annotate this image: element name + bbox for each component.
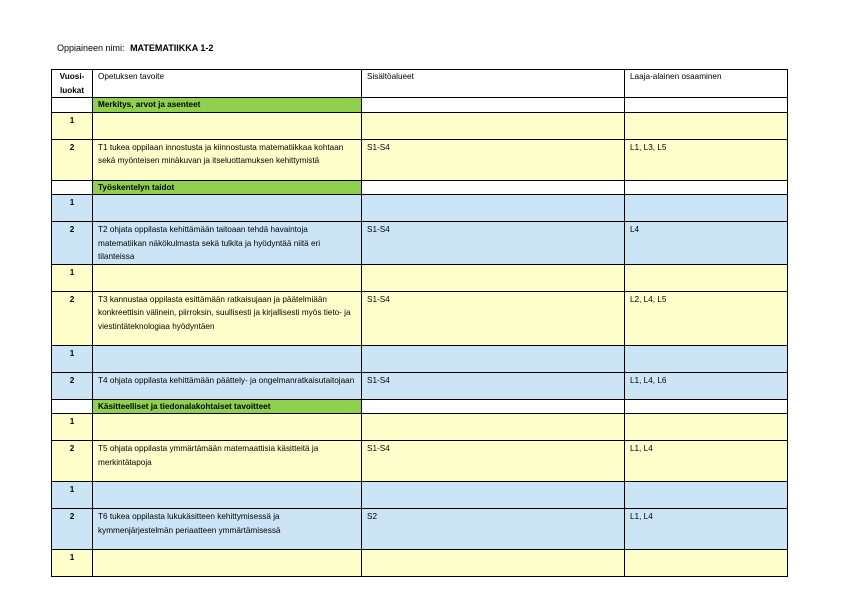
subject-label: Oppiaineen nimi: — [57, 43, 125, 53]
header-grade-line1: Vuosi- — [59, 72, 85, 81]
content-cell — [362, 482, 625, 509]
section-row — [52, 98, 788, 113]
subject-name: MATEMATIIKKA 1-2 — [130, 43, 214, 53]
goal-cell: T4 ohjata oppilasta kehittämään päättely- ja ongelmanratkaisutaitojaan — [93, 372, 362, 399]
competence-cell: L1, L4 — [625, 441, 788, 482]
table-row — [52, 441, 788, 482]
header-grade — [52, 70, 93, 98]
table-row — [52, 139, 788, 180]
grade-cell: 2 — [52, 441, 93, 482]
table-row — [52, 372, 788, 399]
section-grade-cell — [52, 399, 93, 414]
grade-cell: 2 — [52, 372, 93, 399]
header-goal: Opetuksen tavoite — [93, 70, 362, 98]
goal-cell: T3 kannustaa oppilasta esittämään ratkaisujaan ja päätelmiään konkreettisin välinein, piirroksin, suullisesti ja kirjallisesti myös tieto- ja viestintäteknologiaa hyödyntäen — [93, 291, 362, 345]
section-content-cell — [362, 98, 625, 113]
competence-cell: L2, L4, L5 — [625, 291, 788, 345]
section-row — [52, 399, 788, 414]
grade-cell: 1 — [52, 414, 93, 441]
table-body — [52, 98, 788, 577]
grade-cell: 1 — [52, 264, 93, 291]
grade-cell: 1 — [52, 195, 93, 222]
goal-cell — [93, 345, 362, 372]
section-content-cell — [362, 399, 625, 414]
table-row — [52, 222, 788, 265]
competence-cell: L1, L3, L5 — [625, 139, 788, 180]
competence-cell — [625, 482, 788, 509]
section-title: Merkitys, arvot ja asenteet — [93, 98, 362, 113]
grade-cell: 1 — [52, 550, 93, 577]
table-row — [52, 482, 788, 509]
table-row — [52, 291, 788, 345]
content-cell: S1-S4 — [362, 139, 625, 180]
grade-cell: 1 — [52, 345, 93, 372]
table-row — [52, 414, 788, 441]
content-cell — [362, 264, 625, 291]
header-competence: Laaja-alainen osaaminen — [625, 70, 788, 98]
goal-cell: T5 ohjata oppilasta ymmärtämään matemaattisia käsitteitä ja merkintätapoja — [93, 441, 362, 482]
content-cell: S1-S4 — [362, 222, 625, 265]
section-competence-cell — [625, 98, 788, 113]
grade-cell: 2 — [52, 509, 93, 550]
content-cell — [362, 345, 625, 372]
competence-cell — [625, 345, 788, 372]
grade-cell: 1 — [52, 482, 93, 509]
goal-cell — [93, 550, 362, 577]
goal-cell — [93, 195, 362, 222]
goal-cell — [93, 414, 362, 441]
table-row — [52, 550, 788, 577]
section-title: Käsitteelliset ja tiedonalakohtaiset tavoitteet — [93, 399, 362, 414]
table-row — [52, 264, 788, 291]
content-cell: S1-S4 — [362, 372, 625, 399]
table-row — [52, 345, 788, 372]
subject-line — [57, 43, 213, 53]
section-grade-cell — [52, 180, 93, 195]
goal-cell — [93, 112, 362, 139]
goal-cell — [93, 264, 362, 291]
grade-cell: 2 — [52, 291, 93, 345]
competence-cell: L1, L4 — [625, 509, 788, 550]
grade-cell: 2 — [52, 222, 93, 265]
grade-cell: 2 — [52, 139, 93, 180]
curriculum-table — [51, 69, 788, 577]
section-competence-cell — [625, 399, 788, 414]
header-content: Sisältöalueet — [362, 70, 625, 98]
content-cell — [362, 550, 625, 577]
content-cell: S1-S4 — [362, 291, 625, 345]
content-cell — [362, 112, 625, 139]
competence-cell: L1, L4, L6 — [625, 372, 788, 399]
competence-cell — [625, 550, 788, 577]
competence-cell: L4 — [625, 222, 788, 265]
content-cell — [362, 414, 625, 441]
competence-cell — [625, 195, 788, 222]
section-content-cell — [362, 180, 625, 195]
competence-cell — [625, 112, 788, 139]
goal-cell: T2 ohjata oppilasta kehittämään taitoaan tehdä havaintoja matematiikan näkökulmasta sekä tulkita ja hyödyntää niitä eri tilanteissa — [93, 222, 362, 265]
section-competence-cell — [625, 180, 788, 195]
table-row — [52, 112, 788, 139]
table-row — [52, 509, 788, 550]
goal-cell: T1 tukea oppilaan innostusta ja kiinnostusta matematiikkaa kohtaan sekä myönteisen minäkuvan ja itseluottamuksen kehittymistä — [93, 139, 362, 180]
grade-cell: 1 — [52, 112, 93, 139]
section-row — [52, 180, 788, 195]
content-cell — [362, 195, 625, 222]
table-row — [52, 195, 788, 222]
content-cell: S2 — [362, 509, 625, 550]
goal-cell: T6 tukea oppilasta lukukäsitteen kehittymisessä ja kymmenjärjestelmän periaatteen ymmärtämisessä — [93, 509, 362, 550]
content-cell: S1-S4 — [362, 441, 625, 482]
competence-cell — [625, 264, 788, 291]
header-grade-line2: luokat — [59, 85, 85, 95]
section-title: Työskentelyn taidot — [93, 180, 362, 195]
competence-cell — [625, 414, 788, 441]
section-grade-cell — [52, 98, 93, 113]
goal-cell — [93, 482, 362, 509]
